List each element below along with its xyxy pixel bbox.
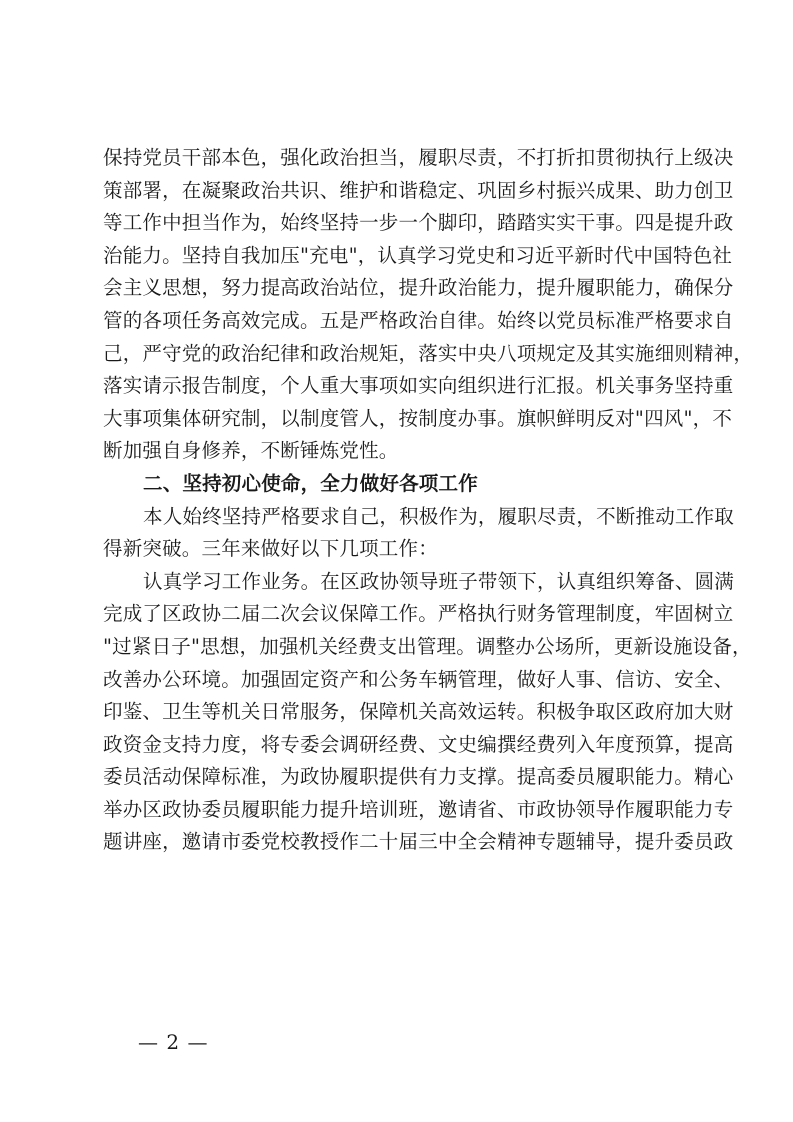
text-line: 策部署，在凝聚政治共识、维护和谐稳定、巩固乡村振兴成果、助力创卫 [103, 178, 734, 202]
text-line: 本人始终坚持严格要求自己，积极作为，履职尽责，不断推动工作取 [143, 504, 735, 528]
text-line: "过紧日子"思想，加强机关经费支出管理。调整办公场所，更新设施设备， [103, 634, 752, 658]
text-line: 保持党员干部本色，强化政治担当，履职尽责，不打折扣贯彻执行上级决 [103, 146, 734, 169]
text-line: 改善办公环境。加强固定资产和公务车辆管理，做好人事、信访、安全、 [103, 667, 734, 691]
text-line: 举办区政协委员履职能力提升培训班，邀请省、市政协领导作履职能力专 [103, 797, 734, 821]
text-line: 落实请示报告制度，个人重大事项如实向组织进行汇报。机关事务坚持重 [103, 374, 734, 398]
text-line: 政资金支持力度，将专委会调研经费、文史编撰经费列入年度预算，提高 [103, 732, 734, 756]
paragraph-party-discipline [103, 142, 754, 468]
text-line: 等工作中担当作为，始终坚持一步一个脚印，踏踏实实干事。四是提升政 [103, 211, 734, 235]
page-number: — 2 — [138, 1030, 209, 1054]
text-line: 会主义思想，努力提高政治站位，提升政治能力，提升履职能力，确保分 [103, 276, 734, 300]
paragraph-intro [103, 501, 735, 566]
text-line: 大事项集体研究制，以制度管人，按制度办事。旗帜鲜明反对"四风"，不 [103, 406, 733, 430]
document-body [103, 142, 754, 859]
paragraph-work-details [103, 566, 752, 859]
text-line: 完成了区政协二届二次会议保障工作。严格执行财务管理制度，牢固树立 [103, 602, 734, 626]
section-heading: 二、坚持初心使命，全力做好各项工作 [143, 471, 478, 495]
text-line: 治能力。坚持自我加压"充电"，认真学习党史和习近平新时代中国特色社 [103, 243, 733, 267]
text-line: 印鉴、卫生等机关日常服务，保障机关高效运转。积极争取区政府加大财 [103, 700, 734, 724]
text-line: 管的各项任务高效完成。五是严格政治自律。始终以党员标准严格要求自 [103, 308, 734, 332]
text-line: 委员活动保障标准，为政协履职提供有力支撑。提高委员履职能力。精心 [103, 765, 734, 789]
text-line: 题讲座，邀请市委党校教授作二十届三中全会精神专题辅导，提升委员政 [103, 830, 734, 854]
text-line: 认真学习工作业务。在区政协领导班子带领下，认真组织筹备、圆满 [143, 569, 735, 593]
text-line: 得新突破。三年来做好以下几项工作： [103, 537, 438, 561]
text-line: 断加强自身修养，不断锤炼党性。 [103, 439, 399, 463]
text-line: 己，严守党的政治纪律和政治规矩，落实中央八项规定及其实施细则精神， [103, 341, 754, 365]
